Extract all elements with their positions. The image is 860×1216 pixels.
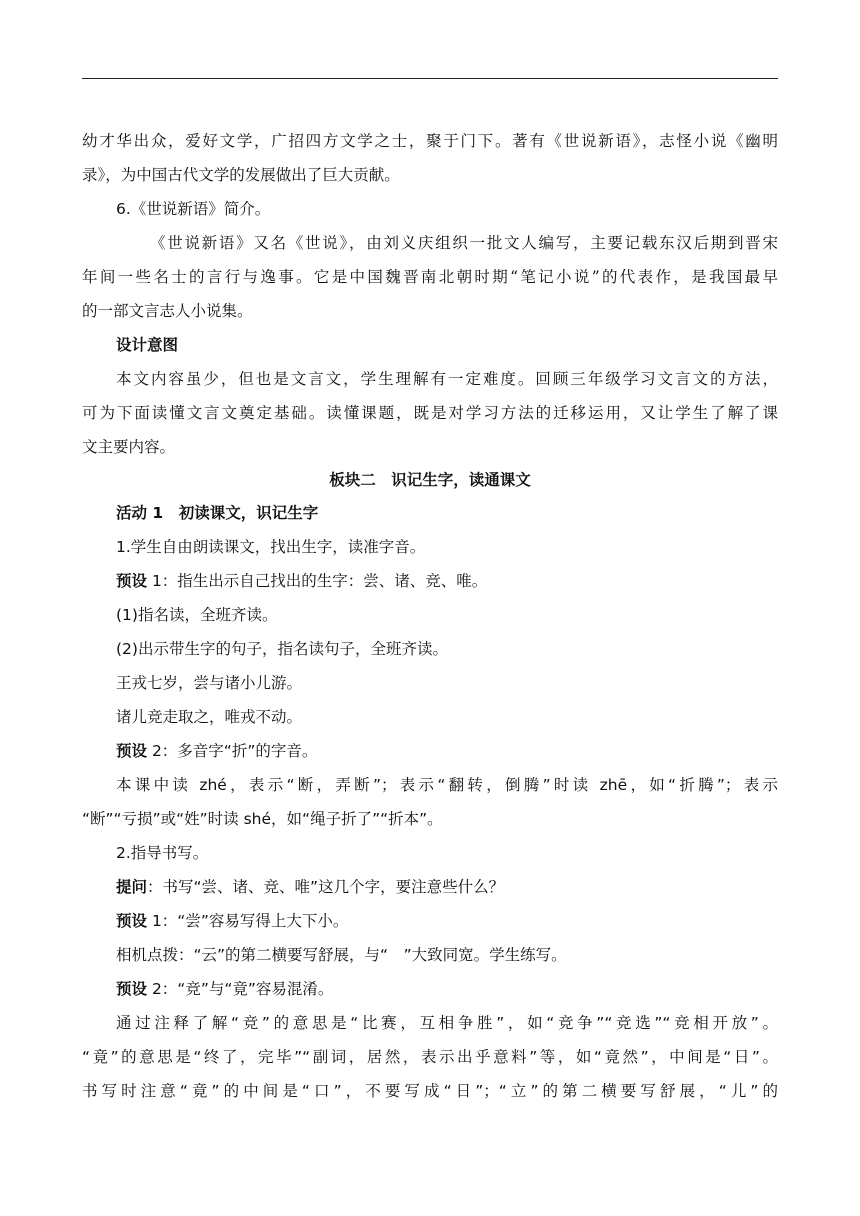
question-line — [116, 877, 778, 897]
paragraph-line: 《世说新语》又名《世说》，由刘义庆组织一批文人编写，主要记载东汉后期到晋宋 — [150, 234, 778, 252]
preset-label: 预设 — [116, 980, 148, 998]
list-item: 2.指导书写。 — [116, 844, 209, 862]
activity-heading — [116, 503, 778, 523]
question-label: 提问 — [116, 878, 148, 896]
section-title: 板块二 识记生字，读通课文 — [329, 471, 531, 489]
paragraph-line: 幼才华出众，爱好文学，广招四方文学之士，聚于门下。著有《世说新语》，志怪小说《幽明 — [82, 132, 778, 150]
paragraph-line: “断”“亏损”或“姓”时读 shé，如“绳子折了”“折本”。 — [82, 810, 443, 828]
quote-line: 王戎七岁，尝与诸小儿游。 — [116, 674, 303, 692]
preset-label: 预设 — [116, 742, 148, 760]
list-item: (1)指名读，全班齐读。 — [116, 606, 278, 624]
activity-title: 初读课文，识记生字 — [163, 504, 319, 522]
preset-label: 预设 — [116, 572, 148, 590]
preset-label: 预设 — [116, 912, 148, 930]
paragraph-line: 通过注释了解“竞”的意思是“比赛，互相争胜”，如“竞争”“竞选”“竞相开放”。 — [116, 1014, 778, 1032]
paragraph-line: 文主要内容。 — [82, 438, 176, 456]
paragraph-line: 本课中读 zhé，表示“断，弄断”；表示“翻转，倒腾”时读 zhē，如“折腾”；表示 — [116, 776, 778, 794]
preset-line — [116, 571, 778, 591]
paragraph-line: 本文内容虽少，但也是文言文，学生理解有一定难度。回顾三年级学习文言文的方法， — [116, 370, 778, 388]
paragraph-line: “竟”的意思是“终了，完毕”“副词，居然，表示出乎意料”等，如“竟然”，中间是“日”。 — [82, 1048, 778, 1066]
paragraph-line: 相机点拨：“云”的第二横要写舒展，与“ ”大致同宽。学生练写。 — [116, 946, 567, 964]
header-rule — [82, 78, 778, 79]
preset-line — [116, 911, 778, 931]
paragraph-line: 可为下面读懂文言文奠定基础。读懂课题，既是对学习方法的迁移运用，又让学生了解了课 — [82, 404, 778, 422]
paragraph-line: 录》，为中国古代文学的发展做出了巨大贡献。 — [82, 166, 400, 184]
preset-text: 1：指生出示自己找出的生字：尝、诸、竞、唯。 — [147, 572, 488, 590]
preset-line — [116, 741, 778, 761]
question-text: ：书写“尝、诸、竞、唯”这几个字，要注意些什么？ — [147, 878, 505, 896]
list-item: 6.《世说新语》简介。 — [116, 200, 271, 218]
section-heading: 设计意图 — [116, 336, 179, 354]
preset-text: 2：“竞”与“竟”容易混淆。 — [147, 980, 334, 998]
quote-line: 诸儿竞走取之，唯戎不动。 — [116, 708, 303, 726]
paragraph-line: 书写时注意“竟”的中间是“口”，不要写成“日”；“立”的第二横要写舒展，“儿”的 — [82, 1082, 778, 1100]
preset-text: 1：“尝”容易写得上大下小。 — [147, 912, 349, 930]
list-item: 1.学生自由朗读课文，找出生字，读准字音。 — [116, 538, 426, 556]
preset-text: 2：多音字“折”的字音。 — [147, 742, 318, 760]
list-item: (2)出示带生字的句子，指名读句子，全班齐读。 — [116, 640, 448, 658]
activity-label: 活动 1 — [116, 504, 164, 522]
paragraph-line: 的一部文言志人小说集。 — [82, 302, 253, 320]
paragraph-line: 年间一些名士的言行与逸事。它是中国魏晋南北朝时期“笔记小说”的代表作，是我国最早 — [82, 268, 778, 286]
preset-line — [116, 979, 778, 999]
